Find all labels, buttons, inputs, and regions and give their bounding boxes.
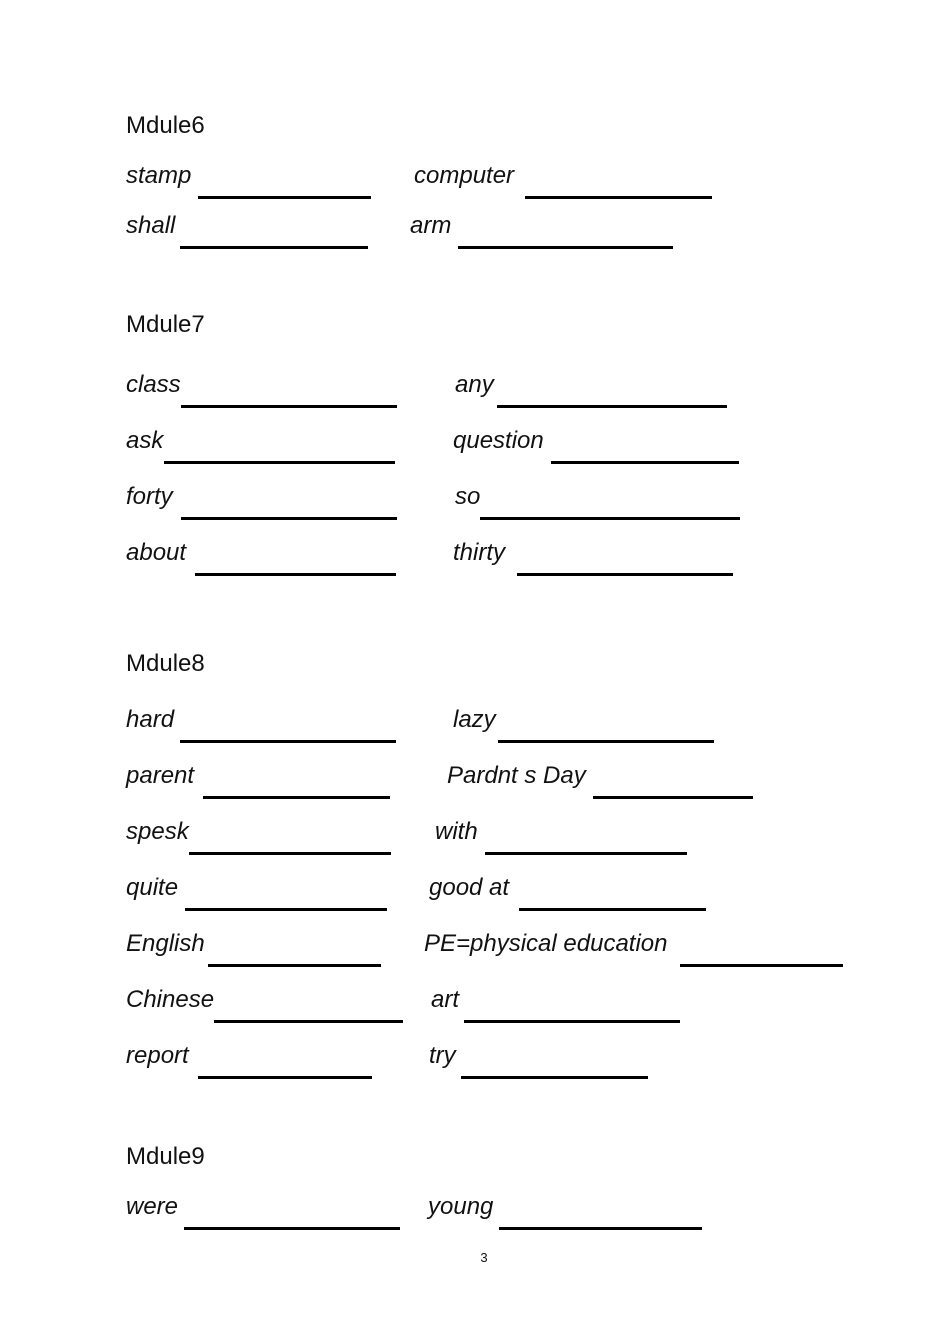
answer-blank[interactable] bbox=[551, 461, 739, 464]
module-heading: Mdule6 bbox=[126, 112, 205, 139]
answer-blank[interactable] bbox=[517, 573, 733, 576]
vocab-word: PE=physical education bbox=[424, 930, 668, 957]
answer-blank[interactable] bbox=[185, 908, 387, 911]
answer-blank[interactable] bbox=[525, 196, 712, 199]
vocab-word: young bbox=[428, 1193, 494, 1220]
vocab-word: thirty bbox=[453, 539, 506, 566]
vocab-word: shall bbox=[126, 212, 176, 239]
answer-blank[interactable] bbox=[214, 1020, 403, 1023]
module-heading: Mdule8 bbox=[126, 650, 205, 677]
vocab-word: question bbox=[453, 427, 544, 454]
answer-blank[interactable] bbox=[189, 852, 391, 855]
answer-blank[interactable] bbox=[181, 405, 397, 408]
vocab-word: forty bbox=[126, 483, 173, 510]
vocab-word: stamp bbox=[126, 162, 192, 189]
page-number: 3 bbox=[480, 1250, 488, 1265]
vocab-word: lazy bbox=[453, 706, 496, 733]
vocab-word: try bbox=[429, 1042, 456, 1069]
vocab-word: Chinese bbox=[126, 986, 215, 1013]
vocab-word: ask bbox=[126, 427, 164, 454]
answer-blank[interactable] bbox=[499, 1227, 702, 1230]
answer-blank[interactable] bbox=[180, 246, 368, 249]
answer-blank[interactable] bbox=[680, 964, 843, 967]
answer-blank[interactable] bbox=[198, 196, 371, 199]
vocab-word: computer bbox=[414, 162, 515, 189]
answer-blank[interactable] bbox=[164, 461, 395, 464]
vocab-word: English bbox=[126, 930, 205, 957]
answer-blank[interactable] bbox=[480, 517, 740, 520]
vocab-word: any bbox=[455, 371, 494, 398]
answer-blank[interactable] bbox=[498, 740, 714, 743]
module-heading: Mdule9 bbox=[126, 1143, 205, 1170]
answer-blank[interactable] bbox=[593, 796, 753, 799]
answer-blank[interactable] bbox=[497, 405, 727, 408]
answer-blank[interactable] bbox=[464, 1020, 680, 1023]
vocab-word: were bbox=[126, 1193, 179, 1220]
vocab-word: report bbox=[126, 1042, 189, 1069]
vocab-word: Pardnt s Day bbox=[447, 762, 586, 789]
answer-blank[interactable] bbox=[461, 1076, 648, 1079]
vocab-word: quite bbox=[126, 874, 179, 901]
vocab-word: hard bbox=[126, 706, 175, 733]
vocab-word: spesk bbox=[126, 818, 189, 845]
vocab-word: parent bbox=[126, 762, 195, 789]
answer-blank[interactable] bbox=[180, 740, 396, 743]
answer-blank[interactable] bbox=[195, 573, 396, 576]
vocab-word: about bbox=[126, 539, 187, 566]
vocab-word: class bbox=[126, 371, 181, 398]
vocab-word: art bbox=[431, 986, 460, 1013]
vocab-word: so bbox=[455, 483, 481, 510]
vocab-word: good at bbox=[429, 874, 510, 901]
answer-blank[interactable] bbox=[208, 964, 381, 967]
answer-blank[interactable] bbox=[181, 517, 397, 520]
answer-blank[interactable] bbox=[458, 246, 673, 249]
module-heading: Mdule7 bbox=[126, 311, 205, 338]
vocab-word: with bbox=[435, 818, 478, 845]
answer-blank[interactable] bbox=[519, 908, 706, 911]
answer-blank[interactable] bbox=[485, 852, 687, 855]
answer-blank[interactable] bbox=[198, 1076, 372, 1079]
answer-blank[interactable] bbox=[184, 1227, 400, 1230]
answer-blank[interactable] bbox=[203, 796, 390, 799]
vocab-word: arm bbox=[410, 212, 452, 239]
